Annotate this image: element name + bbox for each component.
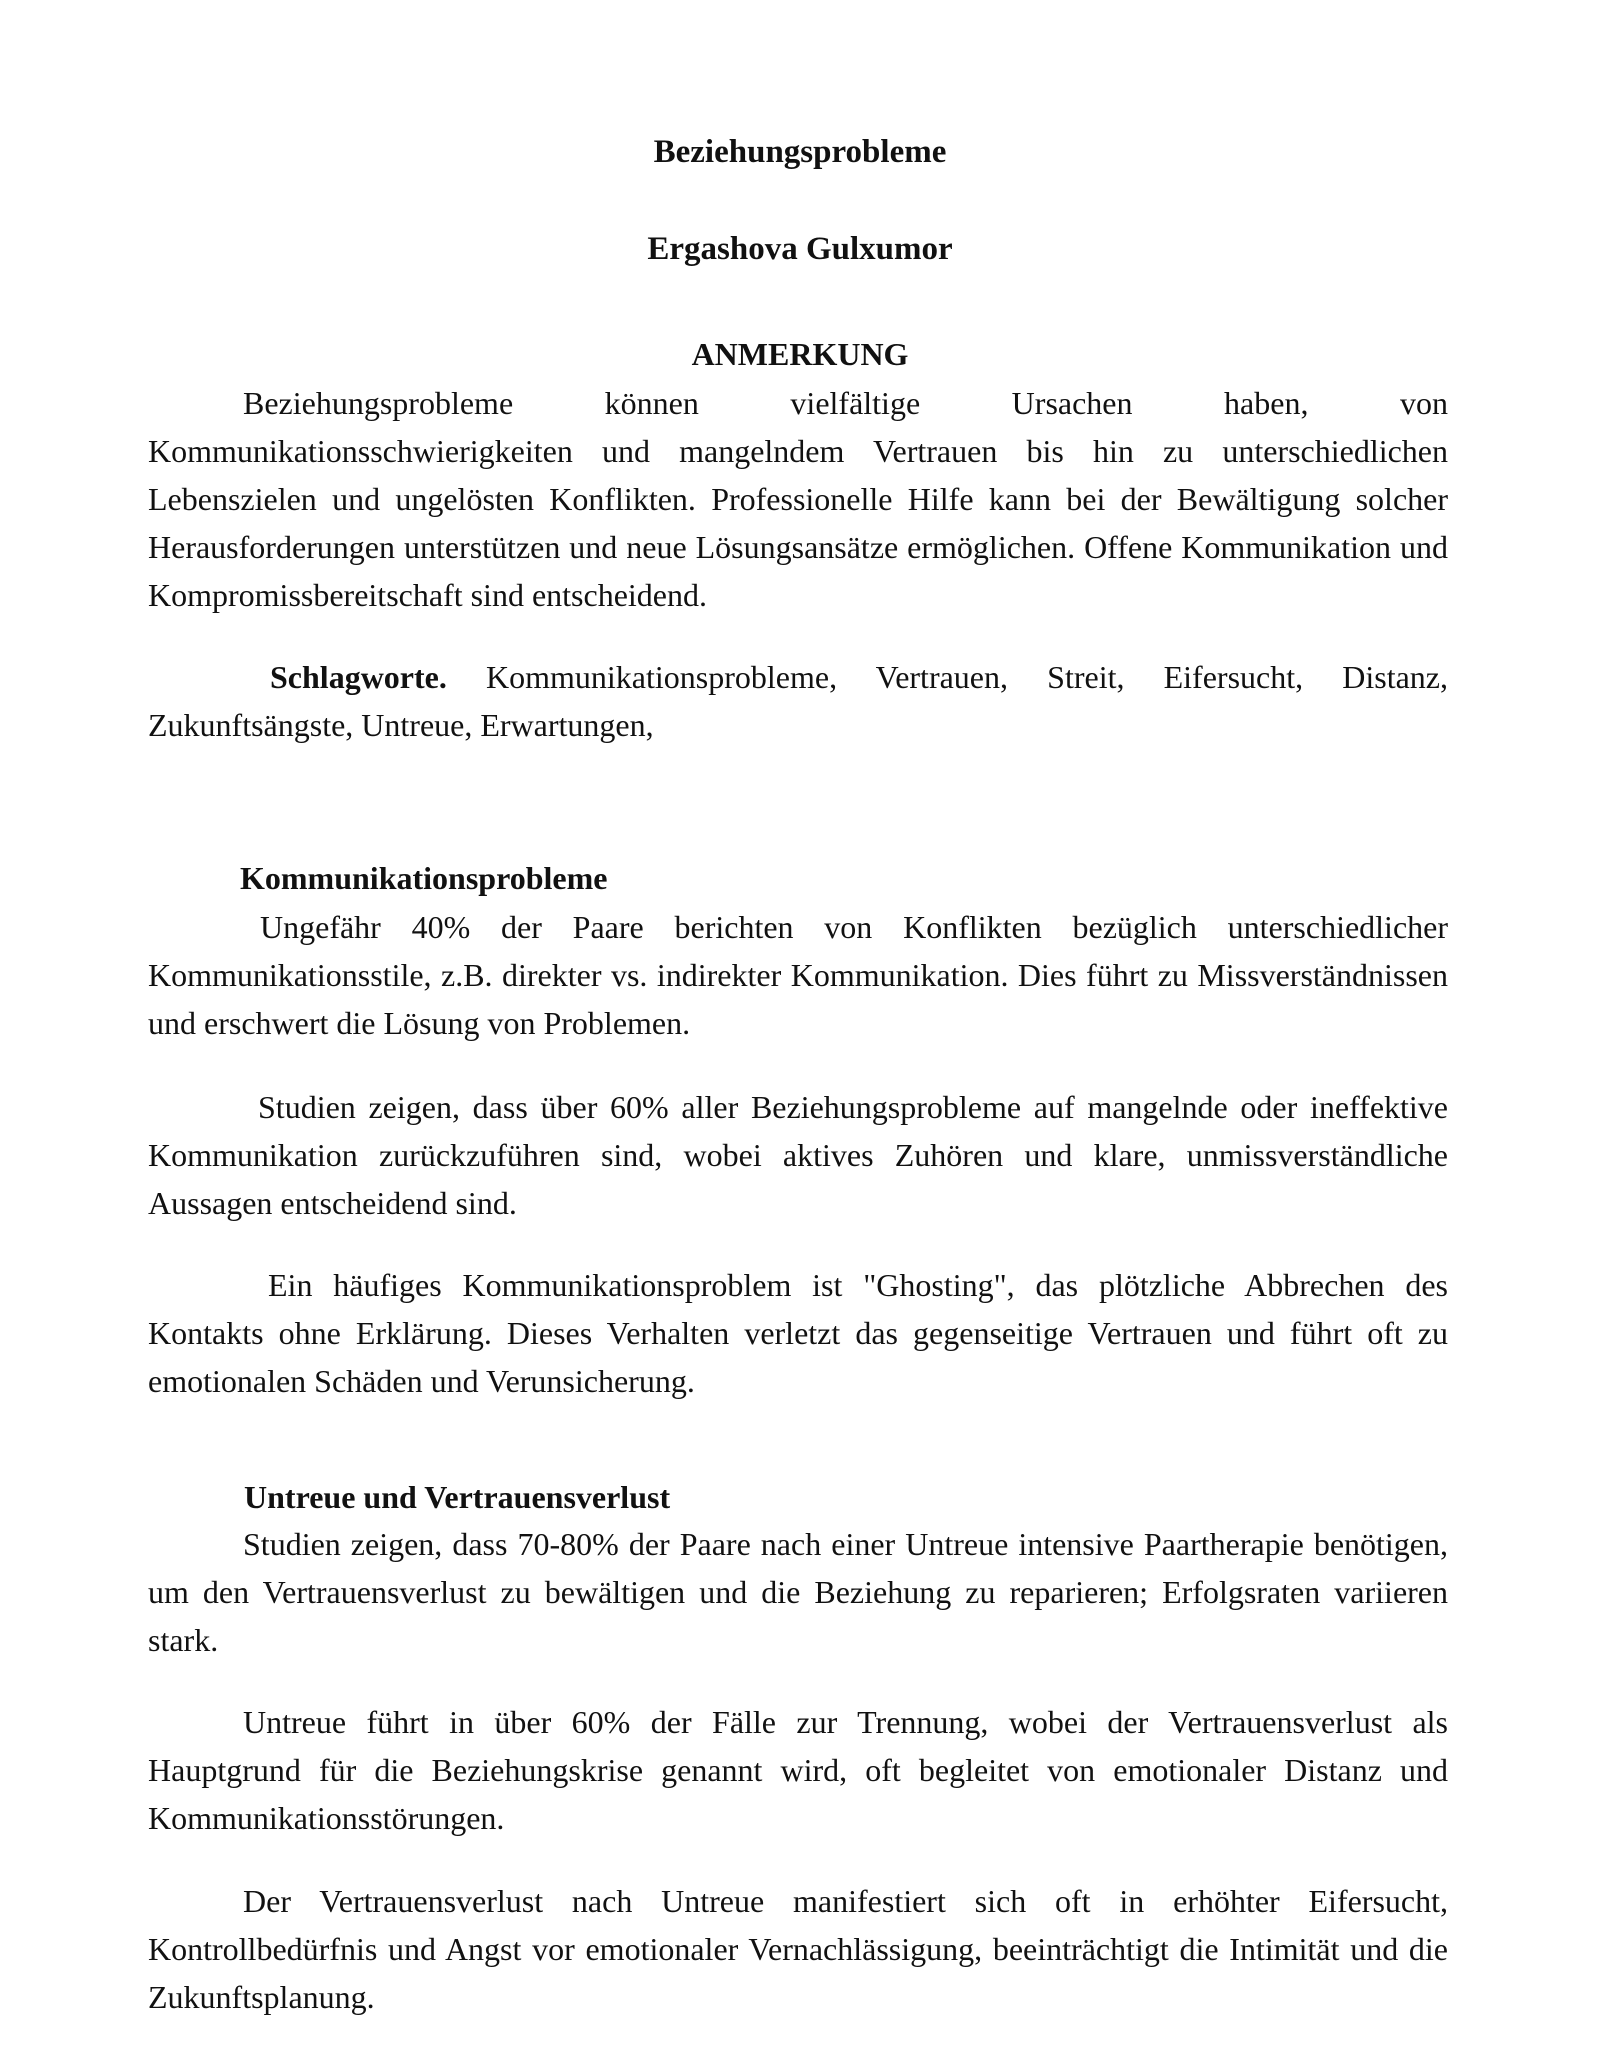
abstract-text: Beziehungsprobleme können vielfältige Ursachen haben, von Kommunikationsschwierigkeiten und mangelndem Vertrauen bis hin zu unterschiedlichen Lebenszielen und ungelösten Konflikten. Professionelle Hilfe kann bei der Bewältigung solcher Herausforderungen unterstützen und neue Lösungsansätze ermöglichen. Offene Kommunikation und Kompromissbereitschaft sind entscheidend. bbox=[148, 385, 1448, 613]
keywords-label: Schlagworte. bbox=[270, 659, 447, 695]
paper-title: Beziehungsprobleme bbox=[653, 134, 947, 170]
section-paragraph: Studien zeigen, dass über 60% aller Beziehungsprobleme auf mangelnde oder ineffektive Kommunikation zurückzuführen sind, wobei aktives Zuhören und klare, unmissverständliche Aussagen entscheidend sind. bbox=[148, 1089, 1448, 1221]
section-paragraph: Untreue führt in über 60% der Fälle zur Trennung, wobei der Vertrauensverlust als Hauptgrund für die Beziehungskrise genannt wird, oft begleitet von emotionaler Distanz und Kommunikationsstörungen. bbox=[148, 1704, 1448, 1836]
section-heading: Untreue und Vertrauensverlust bbox=[244, 1479, 671, 1515]
section-paragraph: Ein häufiges Kommunikationsproblem ist "Ghosting", das plötzliche Abbrechen des Kontakts ohne Erklärung. Dieses Verhalten verletzt das gegenseitige Vertrauen und führt oft zu emotionalen Schäden und Verunsicherung. bbox=[148, 1267, 1448, 1399]
section-paragraph: Studien zeigen, dass 70-80% der Paare nach einer Untreue intensive Paartherapie benötigen, um den Vertrauensverlust zu bewältigen und die Beziehung zu reparieren; Erfolgsraten variieren stark. bbox=[148, 1526, 1448, 1658]
abstract-heading: ANMERKUNG bbox=[691, 336, 909, 372]
section-paragraph: Ungefähr 40% der Paare berichten von Konflikten bezüglich unterschiedlicher Kommunikationsstile, z.B. direkter vs. indirekter Kommunikation. Dies führt zu Missverständnissen und erschwert die Lösung von Problemen. bbox=[148, 909, 1448, 1041]
section-heading: Kommunikationsprobleme bbox=[240, 860, 608, 896]
author-name: Ergashova Gulxumor bbox=[647, 231, 953, 267]
section-paragraph: Der Vertrauensverlust nach Untreue manifestiert sich oft in erhöhter Eifersucht, Kontrollbedürfnis und Angst vor emotionaler Vernachlässigung, beeinträchtigt die Intimität und die Zukunftsplanung. bbox=[148, 1883, 1448, 2015]
keywords-text: Kommunikationsprobleme, Vertrauen, Streit, Eifersucht, Distanz, Zukunftsängste, Untreue, Erwartungen, bbox=[148, 659, 1448, 743]
keywords-paragraph bbox=[148, 653, 1448, 749]
